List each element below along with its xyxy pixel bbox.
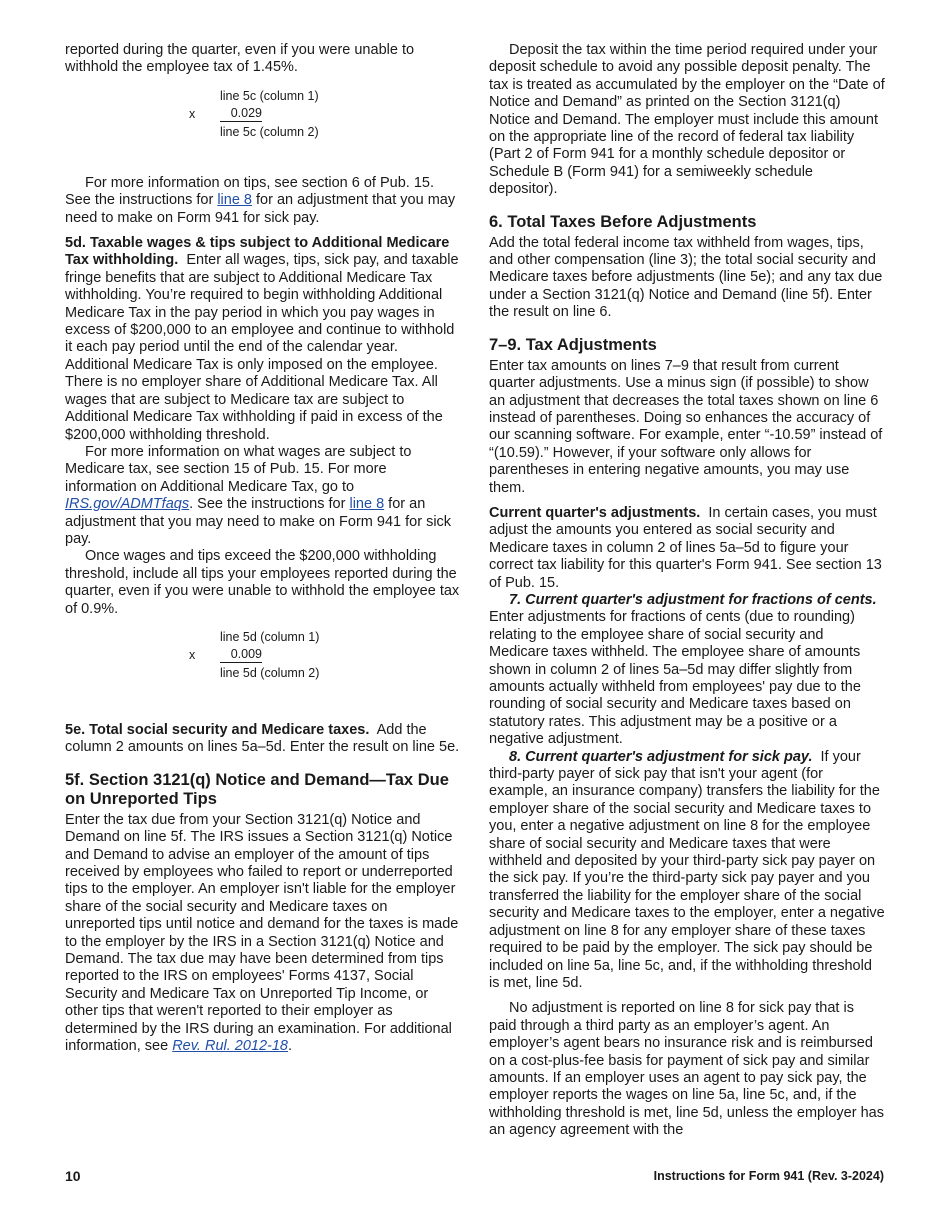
line-7-paragraph: 7. Current quarter's adjustment for fractions of cents. Enter adjustments for fractions of cents (due to rounding) relating to the employee share of social security and Medicare taxes withheld. The employee share of amounts shown in column 2 of lines 5a–5d may differ slightly from amounts actually withheld from employees' pay due to the rounding of social security and Medicare taxes based on statutory rates. This adjustment may be a positive or a negative adjustment. — [489, 591, 877, 748]
intro-paragraph: reported during the quarter, even if you were unable to withhold the employee tax of 1.45%. — [65, 42, 415, 76]
footer-title: Instructions for Form 941 (Rev. 3-2024) — [653, 1169, 884, 1183]
current-quarter-adjustments-heading: Current quarter's adjustments. — [489, 504, 701, 521]
section-5e-paragraph: 5e. Total social security and Medicare taxes. Add the column 2 amounts on lines 5a–5d. Enter the result on line 5e. — [65, 721, 460, 756]
line-8-agent-paragraph: No adjustment is reported on line 8 for sick pay that is paid through a third party as an employer’s agent. An employer’s agent bears no insurance risk and is reimbursed on a cost-plus-fee basis for payment of sick pay and similar amounts. If an employer uses an agent to pay sick pay, the employer reports the wages on line 5a, line 5c, and, if the withholding threshold is met, line 5d, unless the employer has an agency agreement with the — [489, 1000, 884, 1139]
admt-faqs-link[interactable]: IRS.gov/ADMTfaqs — [65, 496, 190, 513]
right-column — [489, 42, 885, 1140]
section-5e-heading: 5e. Total social security and Medicare taxes. — [65, 721, 370, 738]
tips-paragraph: For more information on tips, see section 6 of Pub. 15. See the instructions for line 8 for an adjustment that you may need to make on Form 941 for sick pay. — [65, 174, 456, 226]
calc-line-3: line 5d (column 2) — [220, 665, 320, 680]
calc-line-3: line 5c (column 2) — [220, 124, 319, 139]
calculation-5d — [65, 628, 461, 692]
current-quarter-adjustments: Current quarter's adjustments. In certain cases, you must adjust the amounts you entered as social security and Medicare taxes in column 2 of lines 5a–5d to figure your correct tax liability for this quarter's Form 941. See section 13 of Pub. 15. — [489, 504, 882, 591]
page-number: 10 — [65, 1168, 81, 1184]
section-7-9-body: Enter tax amounts on lines 7–9 that result from current quarter adjustments. Use a minus sign (if possible) to show an adjustment that decreases the total taxes shown on line 6 instead of parentheses. Doing so enhances the accuracy of our scanning software. For example, enter “-10.59” instead of “(10.59).” However, if your software only allows for parentheses in entering negative amounts, you may use them. — [489, 357, 883, 496]
section-5f-heading: 5f. Section 3121(q) Notice and Demand—Tax Due on Unreported Tips — [65, 770, 449, 808]
section-5d-paragraph: 5d. Taxable wages & tips subject to Additional Medicare Tax withholding. Enter all wages, tips, sick pay, and taxable fringe benefits that are subject to Additional Medicare Tax withholding. You’re required to begin withholding Additional Medicare Tax in the pay period in which you pay wages in excess of $200,000 to an employee and continue to withhold it each pay period until the end of the calendar year. Additional Medicare Tax is only imposed on the employee. There is no employer share of Additional Medicare Tax. All wages that are subject to Medicare tax are subject to Additional Medicare Tax withholding if paid in excess of the $200,000 withholding threshold. — [65, 235, 459, 443]
calc-line-1: line 5d (column 1) — [220, 629, 320, 644]
section-6-body: Add the total federal income tax withheld from wages, tips, and other compensation (line 3); the total social security and Medicare taxes before adjustments (line 5e); and any tax due under a Section 3121(q) Notice and Demand (line 5f). Enter the result on line 6. — [489, 234, 883, 321]
calc-multiply-sign: x — [189, 106, 196, 121]
calc-multiplier: 0.029 — [220, 105, 262, 122]
line-8-link[interactable]: line 8 — [217, 192, 252, 209]
section-6-heading: 6. Total Taxes Before Adjustments — [489, 212, 757, 231]
line-7-heading: 7. Current quarter's adjustment for fractions of cents. — [509, 591, 877, 608]
calculation-5c — [65, 87, 461, 151]
line-8-heading: 8. Current quarter's adjustment for sick pay. — [509, 748, 813, 765]
left-column — [65, 42, 461, 1055]
calc-multiply-sign: x — [189, 647, 196, 662]
line-8-link[interactable]: line 8 — [349, 496, 385, 513]
line-8-paragraph: 8. Current quarter's adjustment for sick pay. If your third-party payer of sick pay that isn't your agent (for example, an insurance company) transfers the liability for the employer share of the social security and Medicare taxes to you, enter a negative adjustment on line 8 for the employee share of social security and Medicare taxes that were withheld and deposited by your third-party sick pay payer on the sick pay. If you’re the third-party sick pay payer and you transferred the liability for the employer share of the social security and Medicare taxes to the employer, enter a negative adjustment on line 8 for any employer share of these taxes required to be paid by the employer. The sick pay should be included on line 5a, line 5c, and, if the withholding threshold is met, line 5d. — [489, 748, 885, 991]
calc-multiplier: 0.009 — [220, 646, 262, 663]
calc-line-1: line 5c (column 1) — [220, 88, 319, 103]
rev-rul-link[interactable]: Rev. Rul. 2012-18 — [172, 1038, 288, 1055]
section-5d-more-info: For more information on what wages are subject to Medicare tax, see section 15 of Pub. 15. For more information on Additional Medicare Tax, go to IRS.gov/ADMTfaqs. See the instructions for line 8 for an adjustment that you may need to make on Form 941 for sick pay. — [65, 443, 452, 547]
section-5d-heading: 5d. Taxable wages & tips subject to Additional Medicare Tax withholding. — [65, 235, 450, 269]
section-7-9-heading: 7–9. Tax Adjustments — [489, 335, 657, 354]
section-5d-threshold: Once wages and tips exceed the $200,000 withholding threshold, include all tips your employees reported during the quarter, even if you were unable to withhold the employee tax of 0.9%. — [65, 548, 460, 617]
deposit-paragraph: Deposit the tax within the time period required under your deposit schedule to avoid any possible deposit penalty. The tax is treated as accumulated by the employer on the “Date of Notice and Demand” as printed on the Section 3121(q) Notice and Demand. The employer must include this amount on the appropriate line of the record of federal tax liability (Part 2 of Form 941 for a monthly schedule depositor or Schedule B (Form 941) for a semiweekly schedule depositor). — [489, 42, 885, 198]
section-5f-body: Enter the tax due from your Section 3121(q) Notice and Demand on line 5f. The IRS issues a Section 3121(q) Notice and Demand to advise an employer of the amount of tips received by employees who failed to report or underreported tips to the employer. An employer isn't liable for the employer share of the social security and Medicare taxes on unreported tips until notice and demand for the taxes is made to the employer by the IRS in a Section 3121(q) Notice and Demand. The tax due may have been determined from tips reported to the IRS on employees' Forms 4137, Social Security and Medicare Tax on Unreported Tip Income, or other tips that weren't reported to their employer as determined by the IRS during an examination. For additional information, see Rev. Rul. 2012-18. — [65, 811, 459, 1055]
